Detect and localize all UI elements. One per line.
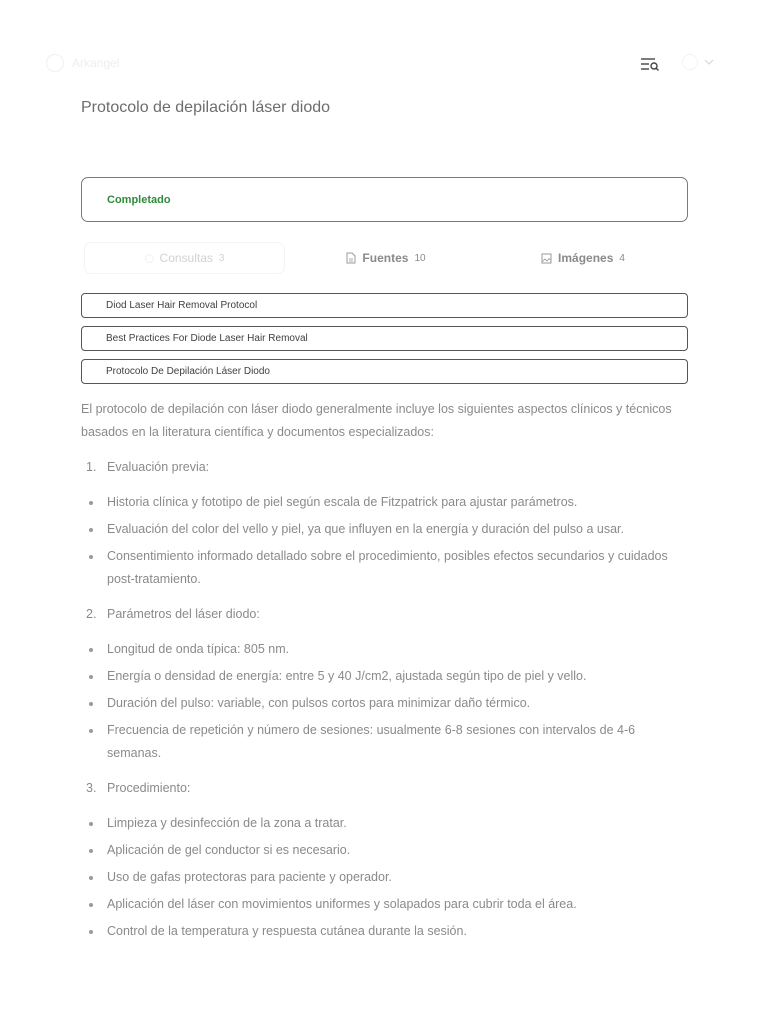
tab-label: Consultas bbox=[159, 251, 213, 265]
search-icon bbox=[145, 254, 154, 263]
tab-label: Fuentes bbox=[362, 251, 409, 265]
bullet-list bbox=[81, 812, 681, 943]
list-item: Aplicación del láser con movimientos uniformes y solapados para cubrir toda el área. bbox=[81, 893, 681, 916]
tab-count: 10 bbox=[414, 252, 426, 264]
status-panel[interactable] bbox=[81, 177, 688, 222]
query-chip[interactable]: Protocolo De Depilación Láser Diodo bbox=[81, 359, 688, 384]
section-title: Procedimiento: bbox=[107, 781, 191, 795]
list-item: Aplicación de gel conductor si es necesario. bbox=[81, 839, 681, 862]
section-heading bbox=[81, 456, 681, 479]
tab-label: Imágenes bbox=[558, 251, 614, 265]
tab-consultas[interactable] bbox=[84, 242, 285, 274]
list-item: Consentimiento informado detallado sobre el procedimiento, posibles efectos secundarios y cuidados post-tratamiento. bbox=[81, 545, 681, 591]
section-heading bbox=[81, 603, 681, 626]
list-search-icon bbox=[640, 57, 660, 71]
answer-content bbox=[81, 398, 681, 955]
section-number: 1. bbox=[86, 460, 97, 474]
list-item: Longitud de onda típica: 805 nm. bbox=[81, 638, 681, 661]
tab-fuentes[interactable] bbox=[336, 242, 436, 274]
list-item: Limpieza y desinfección de la zona a tratar. bbox=[81, 812, 681, 835]
logo-text: Arkangel bbox=[72, 56, 120, 70]
section-heading bbox=[81, 777, 681, 800]
list-item: Evaluación del color del vello y piel, ya que influyen en la energía y duración del pulso a usar. bbox=[81, 518, 681, 541]
account-menu[interactable] bbox=[682, 54, 714, 70]
page-title: Protocolo de depilación láser diodo bbox=[81, 99, 331, 116]
query-chip[interactable]: Diod Laser Hair Removal Protocol bbox=[81, 293, 688, 318]
logo-icon bbox=[46, 54, 64, 72]
section-number: 2. bbox=[86, 607, 97, 621]
section-title: Evaluación previa: bbox=[107, 460, 210, 474]
list-item: Historia clínica y fototipo de piel según escala de Fitzpatrick para ajustar parámetros. bbox=[81, 491, 681, 514]
query-chip[interactable]: Best Practices For Diode Laser Hair Removal bbox=[81, 326, 688, 351]
list-item: Frecuencia de repetición y número de sesiones: usualmente 6-8 sesiones con intervalos de 4-6 semanas. bbox=[81, 719, 681, 765]
app-logo[interactable] bbox=[46, 54, 119, 72]
avatar bbox=[682, 54, 698, 70]
search-history-button[interactable] bbox=[638, 54, 662, 74]
result-tabs bbox=[81, 242, 688, 274]
status-label: Completado bbox=[107, 193, 171, 206]
answer-intro: El protocolo de depilación con láser diodo generalmente incluye los siguientes aspectos clínicos y técnicos basados en la literatura científica y documentos especializados: bbox=[81, 402, 672, 439]
bullet-list bbox=[81, 638, 681, 765]
tab-count: 3 bbox=[218, 252, 225, 264]
app-header bbox=[0, 0, 768, 130]
document-icon bbox=[346, 252, 356, 264]
bullet-list bbox=[81, 491, 681, 591]
list-item: Energía o densidad de energía: entre 5 y 40 J/cm2, ajustada según tipo de piel y vello. bbox=[81, 665, 681, 688]
list-item: Duración del pulso: variable, con pulsos cortos para minimizar daño térmico. bbox=[81, 692, 681, 715]
chevron-down-icon bbox=[704, 59, 714, 65]
section-number: 3. bbox=[86, 781, 97, 795]
list-item: Uso de gafas protectoras para paciente y operador. bbox=[81, 866, 681, 889]
tab-imagenes[interactable] bbox=[533, 242, 633, 274]
tab-count: 4 bbox=[619, 252, 625, 264]
list-item: Control de la temperatura y respuesta cutánea durante la sesión. bbox=[81, 920, 681, 943]
image-icon bbox=[541, 253, 552, 264]
section-title: Parámetros del láser diodo: bbox=[107, 607, 260, 621]
